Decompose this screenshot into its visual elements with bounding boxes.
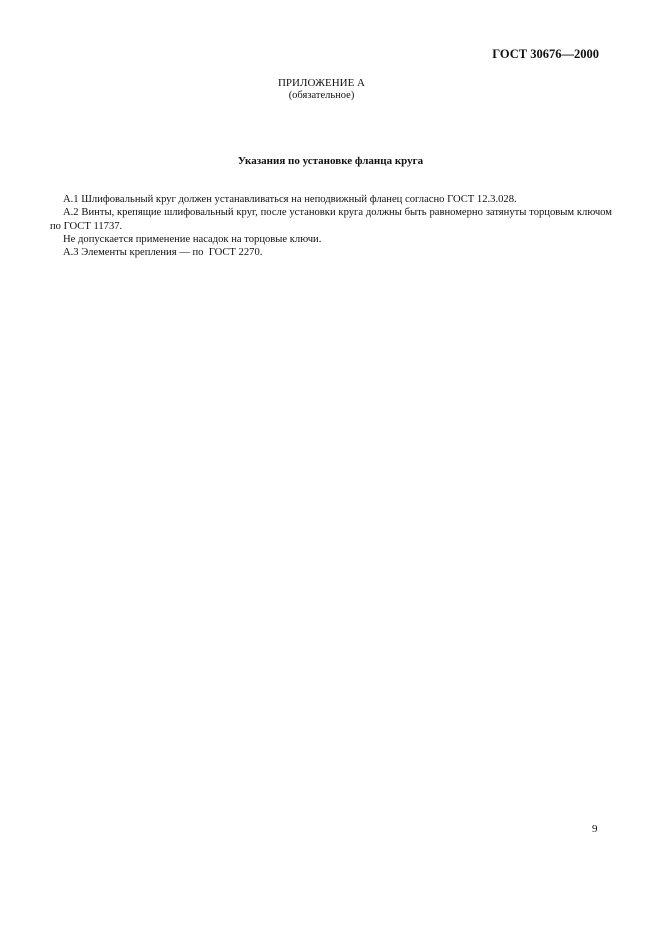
body-text — [50, 193, 612, 259]
paragraph-a2: А.2 Винты, крепящие шлифовальный круг, после установки круга должны быть равномерно затянуты торцовым ключом по ГОСТ 11737. — [50, 207, 612, 232]
paragraph-note: Не допускается применение насадок на торцовые ключи. — [63, 233, 322, 245]
standard-header: ГОСТ 30676—2000 — [492, 47, 599, 61]
appendix-label: ПРИЛОЖЕНИЕ А — [277, 77, 365, 89]
appendix-status: (обязательное) — [288, 90, 355, 101]
paragraph-a1: А.1 Шлифовальный круг должен устанавливаться на неподвижный фланец согласно ГОСТ 12.3.028. — [63, 194, 517, 205]
section-title: Указания по установке фланца круга — [237, 155, 424, 167]
appendix-heading — [0, 77, 661, 101]
paragraph-a3: А.3 Элементы крепления — по ГОСТ 2270. — [63, 247, 263, 259]
page-number: 9 — [592, 823, 598, 835]
